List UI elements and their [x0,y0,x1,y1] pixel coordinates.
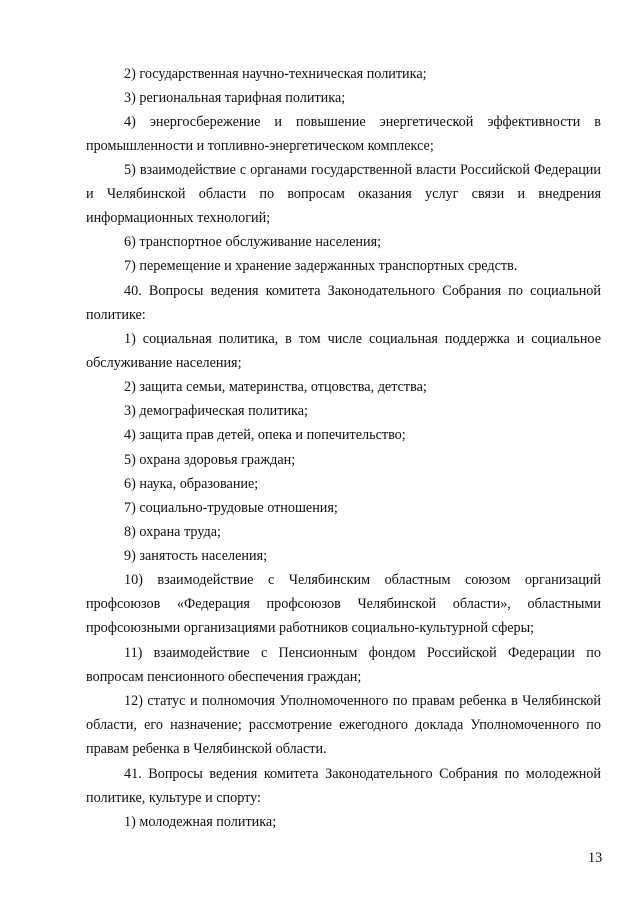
paragraph-item-2-science-policy: 2) государственная научно-техническая политика; [124,66,427,82]
paragraph-item-5-communications: 5) взаимодействие с органами государственной власти Российской Федерации и Челябинской области по вопросам оказания услуг связи и внедрения информационных технологий; [86,162,601,227]
paragraph-item-7-labor-relations: 7) социально-трудовые отношения; [124,500,338,516]
paragraph-item-6-transport: 6) транспортное обслуживание населения; [124,234,382,250]
paragraph-item-11-pension-fund: 11) взаимодействие с Пенсионным фондом Российской Федерации по вопросам пенсионного обеспечения граждан; [86,645,601,686]
paragraph-item-1-social-policy: 1) социальная политика, в том числе социальная поддержка и социальное обслуживание населения; [86,331,601,372]
paragraph-item-2-family: 2) защита семьи, материнства, отцовства, детства; [124,379,427,395]
paragraph-item-3-demography: 3) демографическая политика; [124,403,308,419]
paragraph-item-9-employment: 9) занятость населения; [124,548,268,564]
paragraph-item-4-energy-saving: 4) энергосбережение и повышение энергетической эффективности в промышленности и топливно-энергетическом комплексе; [86,114,601,155]
paragraph-section-40-heading: 40. Вопросы ведения комитета Законодательного Собрания по социальной политике: [86,283,601,324]
paragraph-item-4-child-rights: 4) защита прав детей, опека и попечительство; [124,427,406,443]
paragraph-section-41-heading: 41. Вопросы ведения комитета Законодательного Собрания по молодежной политике, культуре и спорту: [86,766,601,807]
paragraph-item-10-trade-unions: 10) взаимодействие с Челябинским областным союзом организаций профсоюзов «Федерация профсоюзов Челябинской области», областными профсоюзными организациями работников социально-культурной сферы; [86,572,601,637]
page-number: 13 [588,850,603,866]
paragraph-item-3-tariff-policy: 3) региональная тарифная политика; [124,90,346,106]
paragraph-item-6-science-education: 6) наука, образование; [124,476,259,492]
paragraph-item-12-children-ombudsman: 12) статус и полномочия Уполномоченного по правам ребенка в Челябинской области, его назначение; рассмотрение ежегодного доклада Уполномоченного по правам ребенка в Челябинской области. [86,693,601,758]
paragraph-item-5-health: 5) охрана здоровья граждан; [124,452,296,468]
paragraph-item-8-labor-safety: 8) охрана труда; [124,524,221,540]
paragraph-item-1-youth-policy: 1) молодежная политика; [124,814,277,830]
paragraph-item-7-vehicle-storage: 7) перемещение и хранение задержанных транспортных средств. [124,258,518,274]
